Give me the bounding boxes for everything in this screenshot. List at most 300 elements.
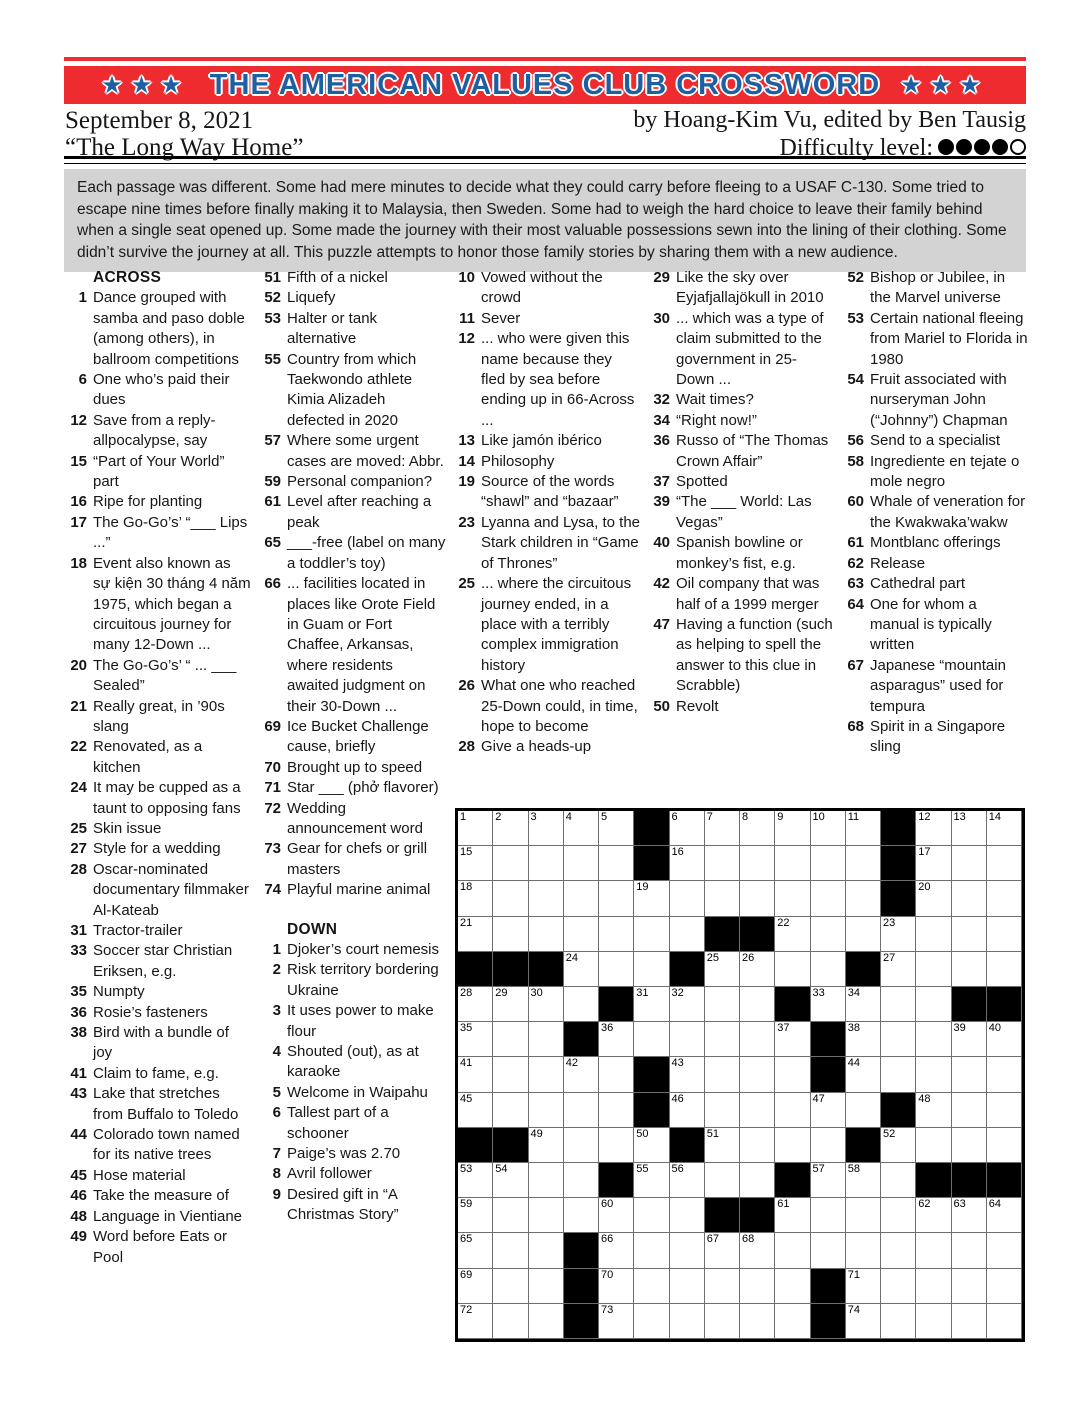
grid-cell-number: 4 bbox=[565, 811, 572, 823]
grid-cell bbox=[705, 1093, 740, 1128]
clue-item bbox=[64, 860, 252, 921]
grid-cell bbox=[705, 1057, 740, 1092]
clue-number: 39 bbox=[653, 493, 670, 511]
clue-text: Wait times? bbox=[676, 391, 754, 409]
grid-cell-number: 6 bbox=[671, 811, 678, 823]
clue-text: What one who reached 25-Down could, in time, hope to become bbox=[481, 677, 638, 735]
stars-left-icon: ★★★ bbox=[101, 71, 190, 99]
clue-text: Tallest part of a schooner bbox=[287, 1104, 389, 1142]
grid-cell bbox=[599, 1198, 634, 1233]
intro-note: Each passage was different. Some had mere minutes to decide what they could carry before fleeing to a USAF C-130. Some tried to escape nine times before finally making it to Malaysia, then Sweden. Some had to weigh the hard choice to leave their family behind when a single seat opened up. Some made the journey with their most valuable possessions sewn into the lining of their clothing. Some didn’t survive the journey at all. This puzzle attempts to honor those family stories by sharing them with a new audience. bbox=[64, 169, 1026, 272]
grid-cell bbox=[670, 846, 705, 881]
grid-cell bbox=[881, 1269, 916, 1304]
clue-text: ... who were given this name because they fled by sea before ending up in 66-Across ... bbox=[481, 330, 635, 429]
clue-number: 1 bbox=[272, 941, 281, 958]
publication-title: THE AMERICAN VALUES CLUB CROSSWORD bbox=[209, 68, 881, 101]
clue-text: Certain national fleeing from Mariel to Florida in 1980 bbox=[870, 309, 1028, 368]
clue-item bbox=[647, 431, 835, 472]
difficulty-label: Difficulty level: bbox=[779, 135, 933, 161]
clue-number: 45 bbox=[70, 1166, 87, 1184]
clue-number: 10 bbox=[458, 269, 475, 286]
grid-cell bbox=[564, 1128, 599, 1163]
clue-text: Ice Bucket Challenge cause, briefly bbox=[287, 717, 429, 756]
grid-cell bbox=[952, 1093, 987, 1128]
grid-cell bbox=[670, 1022, 705, 1057]
stars-right-icon: ★★★ bbox=[900, 71, 989, 99]
grid-cell-number: 71 bbox=[847, 1268, 860, 1281]
clue-number: 36 bbox=[653, 432, 670, 450]
grid-cell-number: 14 bbox=[988, 811, 1001, 823]
clue-number: 2 bbox=[272, 961, 281, 979]
clue-text: Playful marine animal bbox=[287, 881, 431, 899]
grid-cell bbox=[881, 1304, 916, 1339]
grid-cell bbox=[564, 952, 599, 987]
grid-cell bbox=[811, 1093, 846, 1128]
clue-item bbox=[64, 697, 252, 738]
grid-cell-black bbox=[881, 811, 916, 846]
clue-item bbox=[647, 309, 835, 391]
grid-cell bbox=[952, 952, 987, 987]
clue-item bbox=[258, 1103, 446, 1144]
grid-cell bbox=[881, 987, 916, 1022]
clue-item bbox=[64, 513, 252, 554]
clue-item bbox=[64, 452, 252, 493]
grid-cell-black bbox=[846, 1128, 881, 1163]
grid-cell-number: 37 bbox=[777, 1022, 790, 1035]
grid-cell-black bbox=[740, 1198, 775, 1233]
clue-number: 57 bbox=[264, 432, 281, 450]
grid-cell bbox=[987, 1233, 1022, 1268]
grid-cell bbox=[599, 1233, 634, 1268]
header-left bbox=[65, 107, 303, 161]
grid-cell bbox=[458, 1233, 493, 1268]
clue-number: 48 bbox=[70, 1207, 87, 1225]
grid-cell bbox=[493, 1233, 528, 1268]
clue-text: Whale of veneration for the Kwakwaka’wakw bbox=[870, 493, 1026, 531]
clue-text: Personal companion? bbox=[287, 473, 433, 491]
clue-number: 67 bbox=[847, 656, 864, 674]
grid-cell bbox=[705, 952, 740, 987]
grid-cell bbox=[670, 1233, 705, 1268]
grid-cell bbox=[916, 1057, 951, 1092]
clue-item bbox=[258, 960, 446, 1001]
clue-number: 69 bbox=[264, 717, 281, 735]
grid-cell-black bbox=[811, 1269, 846, 1304]
clue-number: 65 bbox=[264, 534, 281, 552]
clue-number: 74 bbox=[264, 881, 281, 899]
grid-cell-number: 53 bbox=[460, 1163, 473, 1175]
clue-number: 66 bbox=[264, 575, 281, 593]
grid-cell bbox=[916, 846, 951, 881]
clue-item bbox=[841, 574, 1029, 594]
grid-cell bbox=[987, 917, 1022, 952]
clue-text: Brought up to speed bbox=[287, 758, 423, 776]
grid-cell-black bbox=[987, 1163, 1022, 1198]
grid-cell bbox=[493, 987, 528, 1022]
grid-cell bbox=[493, 811, 528, 846]
grid-cell bbox=[952, 1128, 987, 1163]
grid-cell bbox=[634, 1022, 669, 1057]
clue-item bbox=[258, 309, 446, 350]
grid-cell-number: 21 bbox=[460, 916, 473, 929]
clue-item bbox=[64, 839, 252, 859]
grid-cell bbox=[775, 952, 810, 987]
clue-item bbox=[258, 717, 446, 758]
grid-cell bbox=[493, 1057, 528, 1092]
grid-cell-black bbox=[493, 1128, 528, 1163]
grid-cell-number: 10 bbox=[812, 811, 825, 823]
clue-text: Style for a wedding bbox=[93, 840, 221, 858]
clue-number: 38 bbox=[70, 1024, 87, 1042]
grid-cell-number: 34 bbox=[847, 987, 860, 999]
grid-cell-black bbox=[599, 1163, 634, 1198]
grid-cell bbox=[705, 1128, 740, 1163]
grid-cell bbox=[458, 987, 493, 1022]
clue-number: 63 bbox=[847, 575, 864, 593]
clue-item bbox=[64, 1207, 252, 1227]
clue-text: One for whom a manual is typically written bbox=[870, 595, 992, 654]
clue-number: 61 bbox=[847, 534, 864, 552]
grid-cell-black bbox=[987, 987, 1022, 1022]
grid-cell bbox=[846, 1233, 881, 1268]
difficulty-dot-filled bbox=[992, 139, 1008, 155]
grid-cell bbox=[634, 987, 669, 1022]
grid-cell bbox=[881, 952, 916, 987]
clue-text: Claim to fame, e.g. bbox=[93, 1064, 219, 1082]
clue-item bbox=[64, 819, 252, 839]
clue-text: Spanish bowline or monkey’s fist, e.g. bbox=[676, 534, 803, 572]
clue-text: One who’s paid their dues bbox=[93, 371, 230, 409]
grid-cell bbox=[740, 1163, 775, 1198]
grid-cell-black bbox=[634, 846, 669, 881]
grid-cell-number: 66 bbox=[601, 1233, 614, 1246]
grid-cell bbox=[775, 1128, 810, 1163]
clue-text: Djoker’s court nemesis bbox=[287, 941, 439, 958]
clue-number: 21 bbox=[70, 697, 87, 715]
grid-cell-number: 23 bbox=[883, 916, 896, 929]
clue-text: Rosie’s fasteners bbox=[93, 1003, 208, 1021]
grid-cell-number: 73 bbox=[601, 1303, 614, 1316]
grid-cell bbox=[952, 811, 987, 846]
clue-text: “The ___ World: Las Vegas” bbox=[676, 493, 812, 531]
grid-cell-number: 54 bbox=[495, 1163, 508, 1175]
grid-cell bbox=[916, 1198, 951, 1233]
clue-text: ... facilities located in places like Orote Field in Guam or Fort Chaffee, Arkansas, where residents awaited judgment on their 30-Down ... bbox=[287, 575, 436, 715]
clue-number: 14 bbox=[458, 452, 475, 470]
clue-item bbox=[64, 1166, 252, 1186]
grid-cell-number: 41 bbox=[460, 1057, 473, 1070]
clue-number: 70 bbox=[264, 758, 281, 776]
clue-text: Having a function (such as helping to spell the answer to this clue in Scrabble) bbox=[676, 615, 833, 695]
grid-cell-black bbox=[458, 1128, 493, 1163]
across-clues-2 bbox=[258, 268, 446, 901]
grid-cell-black bbox=[564, 1269, 599, 1304]
grid-cell bbox=[952, 917, 987, 952]
clue-text: Skin issue bbox=[93, 819, 162, 837]
clue-number: 19 bbox=[458, 473, 475, 491]
grid-cell-number: 61 bbox=[777, 1198, 790, 1211]
clue-number: 61 bbox=[264, 493, 281, 511]
grid-cell-number: 35 bbox=[460, 1022, 473, 1035]
grid-cell bbox=[670, 987, 705, 1022]
grid-cell bbox=[529, 1304, 564, 1339]
clue-text: Cathedral part bbox=[870, 575, 966, 593]
grid-cell bbox=[846, 881, 881, 916]
grid-cell-number: 39 bbox=[953, 1022, 966, 1035]
clue-text: Desired gift in “A Christmas Story” bbox=[287, 1185, 399, 1224]
clue-text: It uses power to make flour bbox=[287, 1002, 434, 1040]
clue-text: ... where the circuitous journey ended, in a place with a terribly complex immigration history bbox=[481, 575, 632, 674]
grid-cell bbox=[952, 1198, 987, 1233]
grid-cell bbox=[811, 952, 846, 987]
clue-item bbox=[647, 492, 835, 533]
clue-number: 11 bbox=[459, 309, 475, 327]
grid-cell bbox=[881, 1022, 916, 1057]
clue-item bbox=[258, 492, 446, 533]
clue-text: Bishop or Jubilee, in the Marvel universe bbox=[870, 269, 1006, 307]
clue-number: 53 bbox=[264, 309, 281, 327]
clue-item bbox=[258, 1164, 446, 1184]
clue-item bbox=[647, 390, 835, 410]
clue-number: 23 bbox=[458, 513, 475, 531]
grid-cell bbox=[846, 917, 881, 952]
puzzle-title: “The Long Way Home” bbox=[65, 134, 304, 161]
clue-number: 59 bbox=[264, 473, 281, 491]
grid-cell-black bbox=[881, 881, 916, 916]
clue-number: 52 bbox=[264, 289, 281, 307]
clue-item bbox=[452, 431, 640, 451]
grid-cell bbox=[987, 1198, 1022, 1233]
clue-number: 12 bbox=[70, 411, 87, 429]
clue-text: “Part of Your World” part bbox=[93, 452, 225, 491]
clue-item bbox=[258, 533, 446, 574]
grid-cell bbox=[775, 1057, 810, 1092]
clue-item bbox=[64, 492, 252, 512]
clue-text: Source of the words “shawl” and “bazaar” bbox=[481, 473, 619, 511]
grid-cell bbox=[881, 1163, 916, 1198]
clue-text: Numpty bbox=[93, 983, 145, 1001]
clue-number: 20 bbox=[70, 656, 87, 674]
grid-cell-number: 25 bbox=[706, 951, 719, 964]
grid-cell bbox=[775, 1093, 810, 1128]
clue-text: Sever bbox=[481, 309, 521, 327]
grid-cell bbox=[705, 1163, 740, 1198]
clue-item bbox=[841, 431, 1029, 451]
clue-item bbox=[841, 492, 1029, 533]
grid-cell-black bbox=[846, 952, 881, 987]
grid-cell bbox=[881, 1233, 916, 1268]
grid-cell-number: 58 bbox=[847, 1163, 860, 1175]
grid-cell bbox=[916, 881, 951, 916]
clue-number: 62 bbox=[847, 554, 864, 572]
grid-cell-number: 72 bbox=[460, 1303, 473, 1316]
clue-text: Spirit in a Singapore sling bbox=[870, 717, 1006, 756]
grid-cell bbox=[529, 1022, 564, 1057]
grid-cell bbox=[458, 1198, 493, 1233]
clue-number: 49 bbox=[70, 1228, 87, 1246]
clue-item bbox=[452, 513, 640, 574]
grid-cell bbox=[670, 1304, 705, 1339]
grid-cell bbox=[987, 881, 1022, 916]
clue-item bbox=[452, 472, 640, 513]
clue-text: Halter or tank alternative bbox=[287, 309, 378, 348]
clue-number: 30 bbox=[653, 309, 670, 327]
crossword-grid bbox=[455, 808, 1025, 1342]
clue-text: Renovated, as a kitchen bbox=[93, 738, 203, 776]
clue-item bbox=[64, 1084, 252, 1125]
grid-cell bbox=[599, 1128, 634, 1163]
grid-cell bbox=[987, 1093, 1022, 1128]
grid-cell bbox=[846, 987, 881, 1022]
clue-column-1 bbox=[64, 268, 252, 1268]
clue-text: Avril follower bbox=[287, 1165, 372, 1183]
grid-cell-black bbox=[529, 952, 564, 987]
clue-item bbox=[258, 472, 446, 492]
grid-cell bbox=[458, 917, 493, 952]
grid-cell bbox=[775, 1233, 810, 1268]
grid-cell-number: 57 bbox=[812, 1163, 825, 1175]
clue-number: 54 bbox=[847, 371, 864, 389]
clue-item bbox=[64, 1023, 252, 1064]
grid-cell bbox=[987, 1128, 1022, 1163]
grid-cell bbox=[952, 1233, 987, 1268]
clue-column-4 bbox=[647, 268, 835, 717]
across-heading: ACROSS bbox=[93, 269, 162, 286]
grid-cell-number: 47 bbox=[812, 1092, 825, 1105]
grid-cell bbox=[670, 1163, 705, 1198]
grid-cell bbox=[670, 917, 705, 952]
grid-cell-number: 36 bbox=[601, 1022, 614, 1035]
clue-text: Risk territory bordering Ukraine bbox=[287, 961, 439, 999]
grid-cell bbox=[775, 1304, 810, 1339]
clue-text: Philosophy bbox=[481, 452, 555, 470]
grid-cell bbox=[881, 917, 916, 952]
grid-cell bbox=[529, 846, 564, 881]
clue-item bbox=[452, 268, 640, 309]
grid-cell-number: 62 bbox=[918, 1198, 931, 1211]
grid-cell-number: 69 bbox=[460, 1268, 473, 1281]
clue-text: Event also known as sự kiện 30 tháng 4 năm 1975, which began a circuitous journey for many 12-Down ... bbox=[93, 554, 251, 654]
clue-text: Japanese “mountain asparagus” used for tempura bbox=[870, 656, 1006, 715]
clue-number: 28 bbox=[458, 738, 475, 756]
grid-cell bbox=[564, 1057, 599, 1092]
clue-text: Oil company that was half of a 1999 merger bbox=[676, 575, 820, 613]
header-right bbox=[633, 107, 1026, 162]
grid-cell bbox=[458, 1269, 493, 1304]
grid-cell bbox=[811, 1233, 846, 1268]
grid-cell-number: 30 bbox=[530, 987, 543, 999]
grid-cell bbox=[634, 1233, 669, 1268]
clue-text: Send to a specialist bbox=[870, 432, 1001, 450]
clue-number: 72 bbox=[264, 799, 281, 817]
clue-item bbox=[841, 268, 1029, 309]
grid-cell-number: 68 bbox=[742, 1233, 755, 1246]
grid-cell bbox=[846, 1198, 881, 1233]
grid-cell-black bbox=[881, 846, 916, 881]
grid-cell bbox=[987, 1057, 1022, 1092]
grid-cell bbox=[529, 881, 564, 916]
grid-cell-number: 46 bbox=[671, 1092, 684, 1105]
clue-text: Spotted bbox=[676, 473, 728, 491]
clue-text: Bird with a bundle of joy bbox=[93, 1024, 229, 1062]
clue-text: Colorado town named for its native trees bbox=[93, 1126, 240, 1164]
grid-cell bbox=[916, 1233, 951, 1268]
grid-cell-number: 22 bbox=[777, 916, 790, 929]
grid-cell bbox=[916, 1269, 951, 1304]
grid-cell bbox=[952, 1269, 987, 1304]
grid-cell bbox=[916, 1128, 951, 1163]
clue-text: Really great, in ’90s slang bbox=[93, 697, 225, 735]
grid-cell-black bbox=[775, 987, 810, 1022]
grid-cell-number: 31 bbox=[636, 987, 649, 999]
down-heading: DOWN bbox=[287, 920, 338, 938]
clue-text: Give a heads-up bbox=[481, 738, 592, 756]
clue-text: Like jamón ibérico bbox=[481, 432, 602, 450]
grid-cell-black bbox=[952, 1163, 987, 1198]
grid-cell-number: 2 bbox=[495, 811, 502, 823]
clue-text: Star ___ (phở flavorer) bbox=[287, 779, 439, 797]
grid-cell bbox=[952, 1022, 987, 1057]
clue-item bbox=[258, 940, 446, 960]
clue-number: 6 bbox=[272, 1104, 281, 1122]
grid-cell bbox=[705, 811, 740, 846]
clue-number: 5 bbox=[272, 1083, 281, 1101]
clue-item bbox=[64, 737, 252, 778]
grid-cell bbox=[740, 1057, 775, 1092]
clue-text: Russo of “The Thomas Crown Affair” bbox=[676, 432, 829, 470]
clue-item bbox=[64, 982, 252, 1002]
grid-cell bbox=[846, 1304, 881, 1339]
grid-cell bbox=[599, 846, 634, 881]
grid-cell bbox=[740, 846, 775, 881]
grid-cell-number: 64 bbox=[988, 1198, 1001, 1211]
grid-cell-number: 59 bbox=[460, 1198, 473, 1211]
clue-number: 7 bbox=[272, 1145, 281, 1163]
grid-cell bbox=[740, 1304, 775, 1339]
grid-cell-number: 15 bbox=[460, 846, 473, 859]
clue-item bbox=[647, 697, 835, 717]
clue-number: 55 bbox=[264, 350, 281, 368]
grid-cell bbox=[846, 1269, 881, 1304]
grid-cell bbox=[493, 917, 528, 952]
grid-cell bbox=[952, 846, 987, 881]
grid-cell bbox=[493, 1163, 528, 1198]
grid-cell bbox=[458, 881, 493, 916]
clue-item bbox=[841, 370, 1029, 431]
grid-cell-number: 67 bbox=[706, 1233, 719, 1246]
grid-cell-black bbox=[881, 1093, 916, 1128]
grid-cell bbox=[529, 1093, 564, 1128]
clue-text: Level after reaching a peak bbox=[287, 493, 432, 531]
grid-cell bbox=[634, 1198, 669, 1233]
grid-cell bbox=[458, 1163, 493, 1198]
grid-cell bbox=[775, 881, 810, 916]
grid-cell bbox=[811, 987, 846, 1022]
grid-cell bbox=[881, 1198, 916, 1233]
grid-cell bbox=[705, 846, 740, 881]
clue-number: 24 bbox=[70, 779, 87, 797]
grid-cell bbox=[811, 846, 846, 881]
clue-item bbox=[258, 1144, 446, 1164]
grid-cell bbox=[634, 1269, 669, 1304]
grid-cell bbox=[529, 1269, 564, 1304]
grid-cell bbox=[705, 1269, 740, 1304]
clue-item bbox=[258, 880, 446, 900]
clue-item bbox=[258, 1185, 446, 1226]
clue-text: Language in Vientiane bbox=[93, 1207, 243, 1225]
grid-cell bbox=[740, 881, 775, 916]
clue-item bbox=[647, 411, 835, 431]
